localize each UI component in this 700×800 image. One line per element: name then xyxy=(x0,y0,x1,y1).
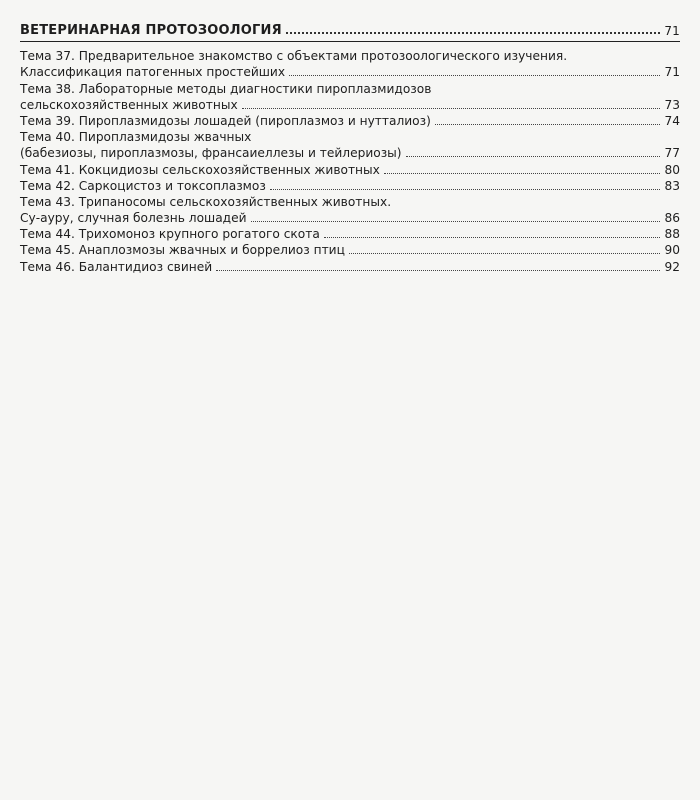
toc-page-number: 86 xyxy=(664,211,680,226)
dot-leader xyxy=(349,253,661,254)
dot-leader xyxy=(384,173,661,174)
toc-line xyxy=(20,97,680,113)
toc-entry xyxy=(20,161,680,177)
toc-line xyxy=(20,242,680,258)
toc-page-number: 90 xyxy=(664,243,680,258)
dot-leader xyxy=(286,32,660,34)
toc-page-number: 77 xyxy=(664,146,680,161)
toc-entry xyxy=(20,113,680,129)
toc-entry-text: Тема 38. Лабораторные методы диагностики пироплазмидозов xyxy=(20,81,432,96)
toc-line xyxy=(20,161,680,177)
toc-entry-text: Су-ауру, случная болезнь лошадей xyxy=(20,211,247,226)
toc-line xyxy=(20,48,680,64)
dot-leader xyxy=(270,189,661,190)
toc-entry xyxy=(20,178,680,194)
dot-leader xyxy=(324,237,661,238)
toc-entry-text: Тема 41. Кокцидиозы сельскохозяйственных животных xyxy=(20,162,380,177)
toc-page-number: 92 xyxy=(664,259,680,274)
toc-line xyxy=(20,113,680,129)
dot-leader xyxy=(242,108,661,109)
section-heading xyxy=(20,20,680,38)
toc-line xyxy=(20,178,680,194)
toc-entry xyxy=(20,226,680,242)
toc-line xyxy=(20,226,680,242)
heading-rule xyxy=(20,41,680,42)
toc-page-number: 83 xyxy=(664,178,680,193)
toc-entry-text: Тема 43. Трипаносомы сельскохозяйственных животных. xyxy=(20,194,392,209)
toc-page-number: 71 xyxy=(664,65,680,80)
toc-entry-text: Тема 37. Предварительное знакомство с объектами протозоологического изучения. xyxy=(20,49,568,64)
dot-leader xyxy=(435,124,661,125)
toc-page-number: 80 xyxy=(664,162,680,177)
dot-leader xyxy=(216,270,660,271)
toc-entry-text: Тема 39. Пироплазмидозы лошадей (пироплазмоз и нутталиоз) xyxy=(20,113,431,128)
toc-entry xyxy=(20,194,680,226)
section-title: ВЕТЕРИНАРНАЯ ПРОТОЗООЛОГИЯ xyxy=(20,23,282,38)
toc-page-number: 73 xyxy=(664,97,680,112)
toc-line xyxy=(20,64,680,80)
toc-entry-text: Тема 46. Балантидиоз свиней xyxy=(20,259,213,274)
toc-page-number: 74 xyxy=(664,113,680,128)
toc-entry-text: Классификация патогенных простейших xyxy=(20,65,286,80)
toc-entry-text: Тема 44. Трихомоноз крупного рогатого скота xyxy=(20,227,320,242)
toc-line xyxy=(20,129,680,145)
toc-entry xyxy=(20,80,680,112)
toc-page-number: 88 xyxy=(664,227,680,242)
toc-entry xyxy=(20,48,680,80)
toc-entry xyxy=(20,258,680,274)
toc-line xyxy=(20,194,680,210)
dot-leader xyxy=(289,75,660,76)
toc-line xyxy=(20,258,680,274)
toc-entry-text: сельскохозяйственных животных xyxy=(20,97,238,112)
toc-entry xyxy=(20,129,680,161)
toc-list xyxy=(20,48,680,275)
toc-line xyxy=(20,210,680,226)
toc-entry-text: (бабезиозы, пироплазмозы, франсаиеллезы и тейлериозы) xyxy=(20,146,402,161)
toc-line xyxy=(20,80,680,96)
toc-entry xyxy=(20,242,680,258)
section-page-number: 71 xyxy=(664,24,680,38)
toc-entry-text: Тема 40. Пироплазмидозы жвачных xyxy=(20,130,252,145)
dot-leader xyxy=(406,156,661,157)
toc-entry-text: Тема 45. Анаплозмозы жвачных и боррелиоз птиц xyxy=(20,243,345,258)
toc-line xyxy=(20,145,680,161)
toc-entry-text: Тема 42. Саркоцистоз и токсоплазмоз xyxy=(20,178,266,193)
dot-leader xyxy=(251,221,661,222)
